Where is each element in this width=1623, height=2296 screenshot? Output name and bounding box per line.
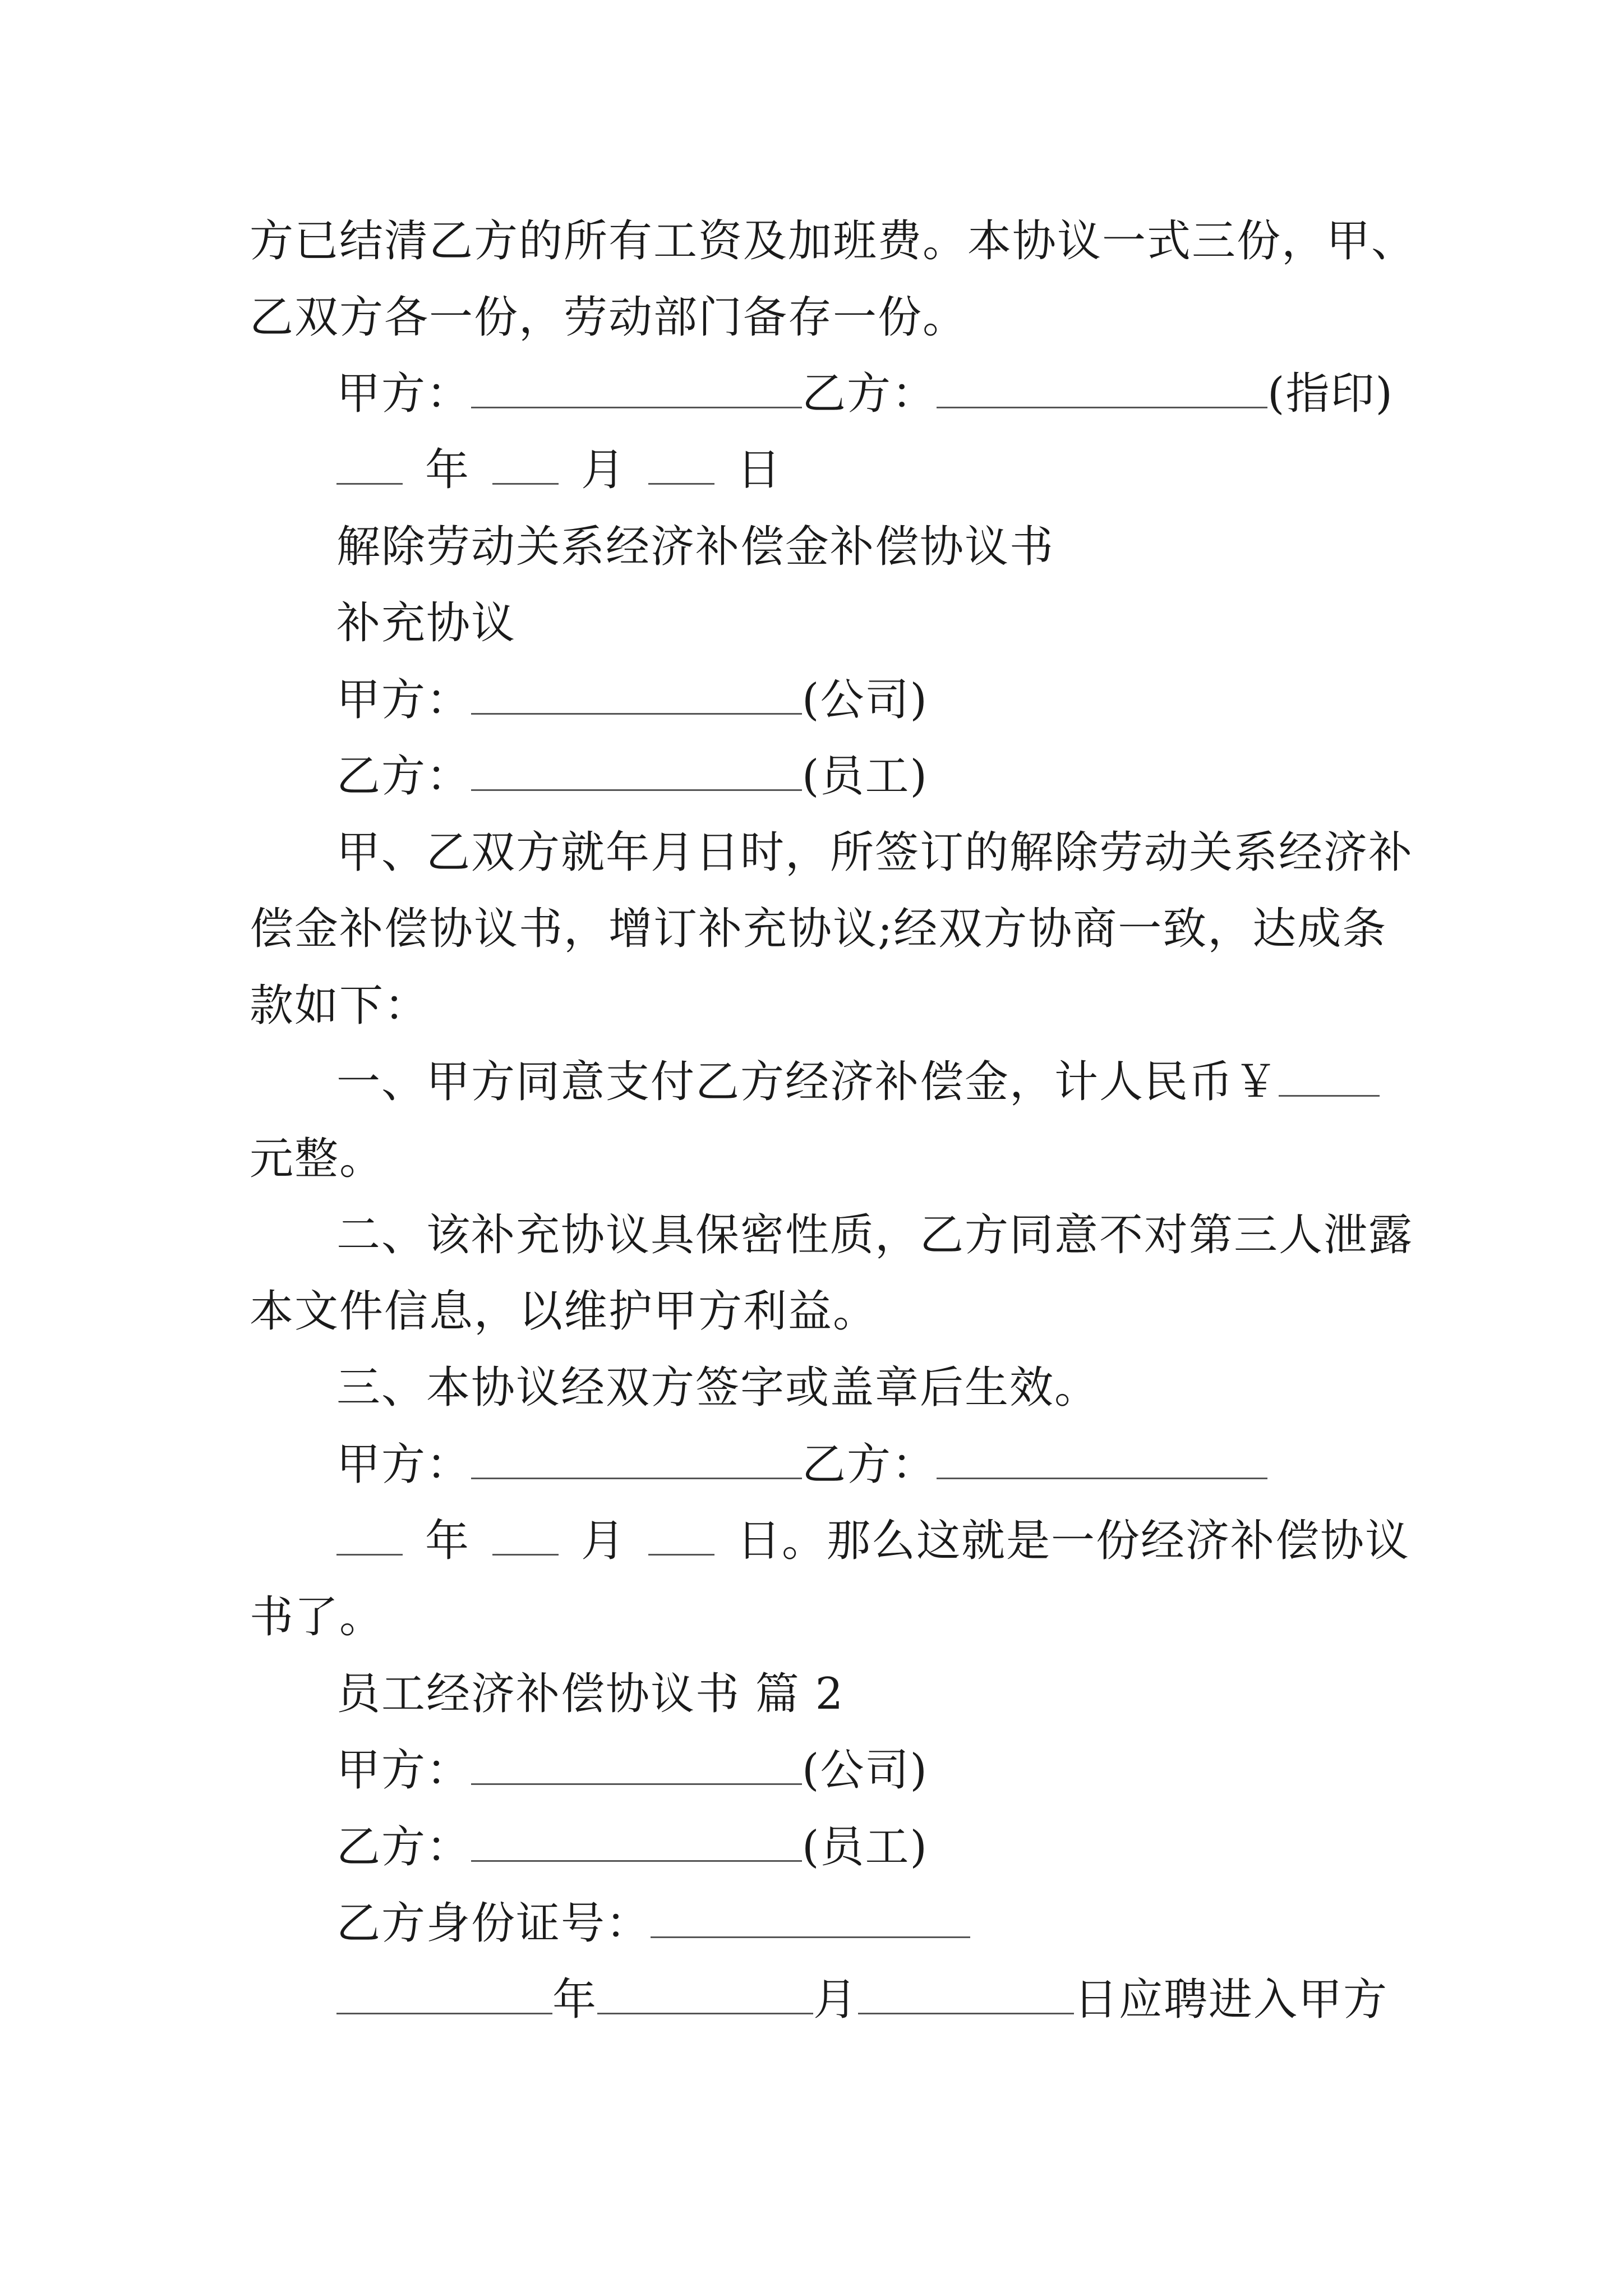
- party-a-label: 甲方：: [336, 1439, 472, 1490]
- date-blank: [336, 1976, 552, 2014]
- id-blank: [651, 1899, 970, 1938]
- paragraph-line: 款如下：: [250, 981, 430, 1031]
- day-label: 日: [737, 445, 782, 495]
- party-b-label: 乙方：: [336, 751, 472, 802]
- party-a-line: [336, 1742, 928, 1798]
- month-label: 月: [581, 1516, 626, 1566]
- paragraph-line: 本文件信息，以维护甲方利益。: [250, 1286, 878, 1337]
- signature-blank: [937, 1441, 1267, 1479]
- month-label: 月: [813, 1975, 859, 2025]
- party-b-note: (员工): [802, 751, 928, 802]
- date-blank: [336, 446, 403, 485]
- date-blank: [597, 1976, 813, 2014]
- date-tail-text: 日。那么这就是一份经济补偿协议: [737, 1516, 1410, 1566]
- id-line: [336, 1895, 970, 1952]
- amount-blank: [1279, 1058, 1380, 1097]
- paragraph-line: 甲、乙双方就年月日时，所签订的解除劳动关系经济补: [336, 827, 1414, 878]
- paragraph-line: 乙双方各一份，劳动部门备存一份。: [250, 292, 968, 343]
- signature-blank: [937, 370, 1267, 408]
- signature-blank: [471, 1746, 802, 1785]
- month-label: 月: [581, 445, 626, 495]
- party-b-label: 乙方：: [802, 369, 937, 419]
- party-a-line: [336, 672, 928, 728]
- party-a-label: 甲方：: [336, 1745, 472, 1796]
- party-a-note: (公司): [802, 1745, 928, 1796]
- year-label: 年: [425, 1516, 471, 1566]
- hire-tail-text: 日应聘进入甲方: [1074, 1975, 1389, 2025]
- date-line: [336, 442, 782, 498]
- section-title: 员工经济补偿协议书 篇 2: [336, 1669, 845, 1719]
- party-a-label: 甲方：: [336, 369, 472, 419]
- party-b-line: [336, 748, 928, 804]
- signature-blank: [471, 370, 802, 408]
- id-label: 乙方身份证号：: [336, 1898, 651, 1949]
- date-blank: [648, 446, 714, 485]
- date-line: [336, 1513, 1410, 1569]
- clause-line: 二、该补充协议具保密性质，乙方同意不对第三人泄露: [336, 1210, 1414, 1260]
- clause-line: 三、本协议经双方签字或盖章后生效。: [336, 1363, 1100, 1413]
- signature-blank: [471, 752, 802, 791]
- clause-line: [336, 1054, 1380, 1110]
- party-b-label: 乙方：: [802, 1439, 937, 1490]
- party-b-line: [336, 1819, 928, 1875]
- party-a-label: 甲方：: [336, 675, 472, 725]
- paragraph-line: 元整。: [250, 1134, 385, 1184]
- date-blank: [858, 1976, 1074, 2014]
- party-b-note: (员工): [802, 1822, 928, 1872]
- signature-blank: [471, 1441, 802, 1479]
- paragraph-line: 方已结清乙方的所有工资及加班费。本协议一式三份，甲、: [250, 216, 1417, 266]
- party-a-note: (公司): [802, 675, 928, 725]
- heading: 解除劳动关系经济补偿金补偿协议书: [336, 522, 1055, 572]
- year-label: 年: [425, 445, 471, 495]
- signature-blank: [471, 1823, 802, 1862]
- fingerprint-note: (指印): [1267, 369, 1394, 419]
- date-blank: [492, 1517, 559, 1556]
- year-label: 年: [552, 1975, 598, 2025]
- date-blank: [336, 1517, 403, 1556]
- party-b-label: 乙方：: [336, 1822, 472, 1872]
- signature-line: [336, 1437, 1267, 1493]
- heading: 补充协议: [336, 598, 517, 648]
- signature-line: [336, 366, 1394, 422]
- hire-date-line: [336, 1972, 1388, 2028]
- clause-text: 一、甲方同意支付乙方经济补偿金，计人民币￥: [336, 1057, 1279, 1107]
- paragraph-line: 偿金补偿协议书，增订补充协议;经双方协商一致，达成条: [250, 904, 1387, 954]
- paragraph-line: 书了。: [250, 1592, 385, 1642]
- date-blank: [492, 446, 559, 485]
- signature-blank: [471, 676, 802, 715]
- date-blank: [648, 1517, 714, 1556]
